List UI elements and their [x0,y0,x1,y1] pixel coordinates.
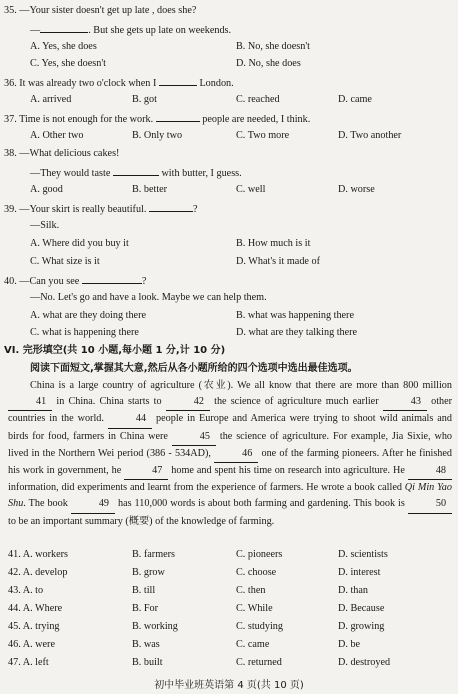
q43-option-a: 43. A. to [8,585,44,596]
q40-response: —No. Let's go and have a look. Maybe we can help them. [30,292,267,303]
q39-response: —Silk. [30,220,60,231]
q42-option-d: D. interest [338,567,381,578]
blank-45: 45 [172,429,216,446]
q37-option-d: D. Two another [338,130,402,141]
q45-option-c: C. studying [236,621,283,632]
q44-option-d: D. Because [338,603,385,614]
q46-option-a: 46. A. were [8,639,55,650]
blank-50: 50 [408,496,452,513]
q36-option-d: D. came [338,94,372,105]
blank-43: 43 [383,394,427,411]
q39-option-c: C. What size is it [30,256,100,267]
book-title: Qi Min Yao Shu [8,482,452,510]
q43-option-b: B. till [132,585,156,596]
q44-option-a: 44. A. Where [8,603,63,614]
q35-option-b: B. No, she doesn't [236,41,310,52]
q38-stem: 38. —What delicious cakes! [4,148,120,159]
q39-stem: 39. —Your skirt is really beautiful. ? [4,201,198,216]
q37-option-a: A. Other two [30,130,84,141]
q41-option-b: B. farmers [132,549,175,560]
q46-option-b: B. was [132,639,160,650]
blank-44: 44 [108,411,152,428]
q41-option-c: C. pioneers [236,549,283,560]
q38-option-d: D. worse [338,184,375,195]
q40-option-c: C. what is happening there [30,327,139,338]
q45-option-d: D. growing [338,621,385,632]
q47-option-b: B. built [132,657,163,668]
q35-option-d: D. No, she does [236,58,301,69]
q47-option-a: 47. A. left [8,657,49,668]
page-footer: 初中毕业班英语第 4 页(共 10 页) [154,680,304,691]
q38-option-a: A. good [30,184,63,195]
q46-option-c: C. came [236,639,270,650]
q44-option-b: B. For [132,603,159,614]
q35-stem: 35. —Your sister doesn't get up late , does she? [4,5,197,16]
q40-option-d: D. what are they talking there [236,327,358,338]
q40-stem: 40. —Can you see ? [4,273,146,288]
blank-46: 46 [214,446,258,463]
q40-option-a: A. what are they doing there [30,310,146,321]
q35-option-a: A. Yes, she does [30,41,97,52]
blank-42: 42 [166,394,210,411]
q39-option-a: A. Where did you buy it [30,238,129,249]
q36-option-a: A. arrived [30,94,72,105]
blank-49: 49 [71,496,115,513]
q36-stem: 36. It was already two o'clock when I London. [4,75,234,90]
q44-option-c: C. While [236,603,273,614]
blank-47: 47 [124,463,168,480]
q35-option-c: C. Yes, she doesn't [30,58,106,69]
q38-response: —They would taste with butter, I guess. [30,165,242,180]
q36-option-b: B. got [132,94,157,105]
q43-option-c: C. then [236,585,266,596]
q47-option-c: C. returned [236,657,282,668]
q40-option-b: B. what was happening there [236,310,354,321]
q41-option-a: 41. A. workers [8,549,68,560]
blank-48: 48 [408,463,452,480]
section-instruction: 阅读下面短文,掌握其大意,然后从各小题所给的四个选项中选出最佳选项。 [30,363,358,374]
q35-response: — . But she gets up late on weekends. [30,22,231,37]
q45-option-b: B. working [132,621,178,632]
q43-option-d: D. than [338,585,368,596]
q37-stem: 37. Time is not enough for the work. people are needed, I think. [4,111,310,126]
q37-option-c: C. Two more [236,130,290,141]
q47-option-d: D. destroyed [338,657,391,668]
q39-option-d: D. What's it made of [236,256,320,267]
q42-option-b: B. grow [132,567,165,578]
q45-option-a: 45. A. trying [8,621,60,632]
section-heading: VI. 完形填空(共 10 小题,每小题 1 分,计 10 分) [4,345,226,356]
cloze-passage: China is a large country of agriculture (农业). We all know that there are more than 800 million 41 in China. China starts to 42 the science of agriculture much earlier 43 other countries in the world. 44 people in Europe and America were trying to shoot wild animals and birds for food, farmers in China were 45 the science of agriculture. For example, Jia Sixie, who lived in the Northern Wei period (386 - 534AD), 46 one of the farming pioneers. After he finished his work in government, he 47 home and spent his time on research into agriculture. He 48 information, did experiments and learnt from the experience of farmers. He wrote a book called Qi Min Yao Shu. The book 49 has 110,000 words is about both farming and gardening. This book is 50 to be an important summary (概要) of the knowledge of farming. [8,380,453,527]
q46-option-d: D. be [338,639,361,650]
q39-option-b: B. How much is it [236,238,311,249]
q38-option-b: B. better [132,184,168,195]
q41-option-d: D. scientists [338,549,388,560]
q38-option-c: C. well [236,184,266,195]
blank-41: 41 [8,394,52,411]
q42-option-a: 42. A. develop [8,567,68,578]
q42-option-c: C. choose [236,567,277,578]
q37-option-b: B. Only two [132,130,183,141]
q36-option-c: C. reached [236,94,280,105]
